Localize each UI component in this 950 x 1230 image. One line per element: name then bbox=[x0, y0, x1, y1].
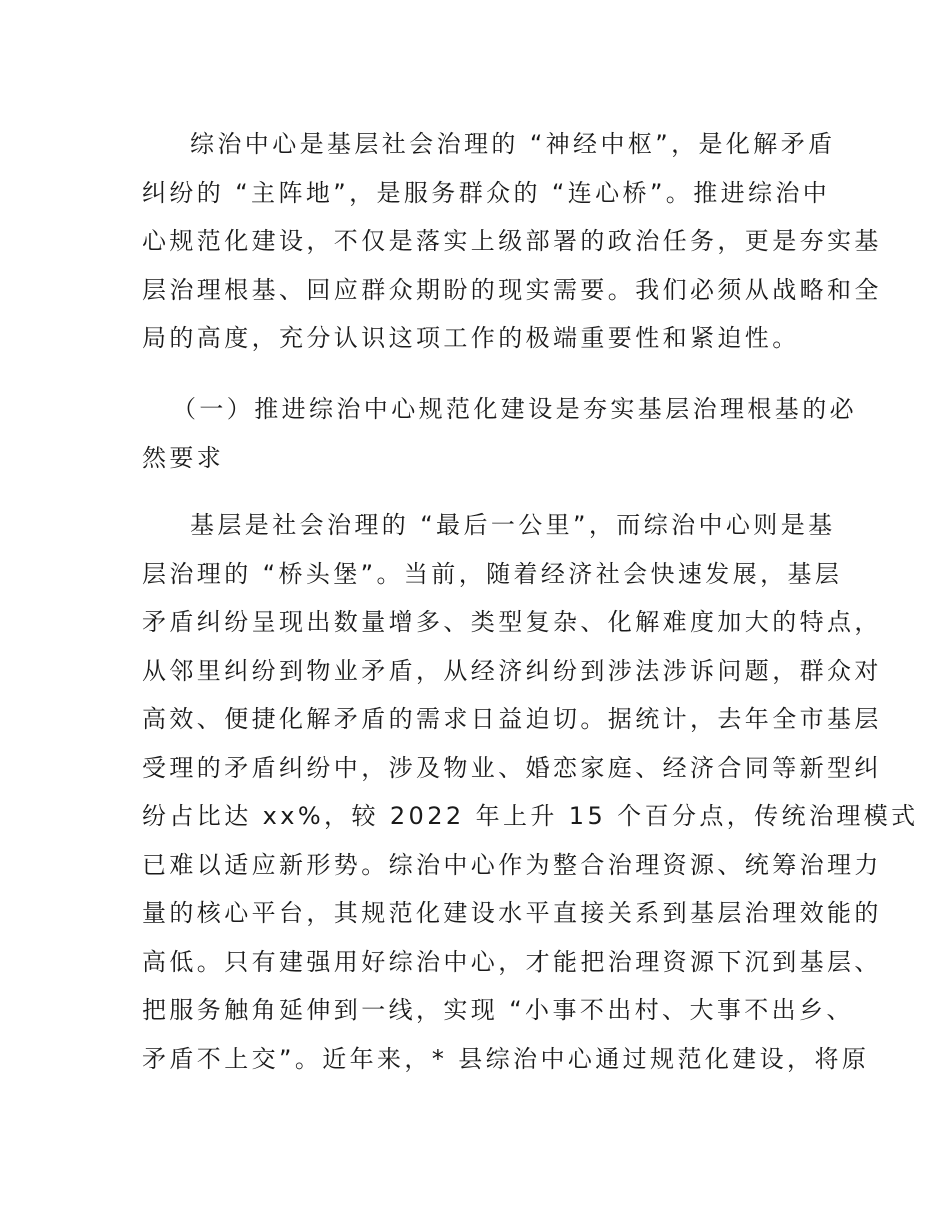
text-line: 心规范化建设，不仅是落实上级部署的政治任务，更是夯实基 bbox=[142, 227, 882, 255]
paragraph-intro bbox=[142, 120, 882, 363]
paragraph-body bbox=[142, 501, 919, 1083]
text-line: 矛盾不上交”。近年来，* 县综治中心通过规范化建设，将原 bbox=[142, 1044, 870, 1073]
text-line: 基层是社会治理的 “最后一公里”，而综治中心则是基 bbox=[190, 511, 836, 539]
text-line: 矛盾纠纷呈现出数量增多、类型复杂、化解难度加大的特点， bbox=[142, 608, 882, 636]
text-line: 把服务触角延伸到一线，实现 “小事不出村、大事不出乡、 bbox=[142, 996, 854, 1024]
heading-line: （一）推进综治中心规范化建设是夯实基层治理根基的必 bbox=[172, 395, 857, 423]
text-line: 量的核心平台，其规范化建设水平直接关系到基层治理效能的 bbox=[142, 899, 882, 927]
section-heading bbox=[142, 385, 857, 482]
heading-line: 然要求 bbox=[142, 443, 225, 472]
text-line: 层治理的 “桥头堡”。当前，随着经济社会快速发展，基层 bbox=[142, 559, 843, 588]
text-line: 纠纷的 “主阵地”，是服务群众的 “连心桥”。推进综治中 bbox=[142, 178, 831, 207]
text-line: 受理的矛盾纠纷中，涉及物业、婚恋家庭、经济合同等新型纠 bbox=[142, 753, 882, 782]
text-line: 局的高度，充分认识这项工作的极端重要性和紧迫性。 bbox=[142, 324, 800, 352]
text-line: 高低。只有建强用好综治中心，才能把治理资源下沉到基层、 bbox=[142, 947, 882, 976]
text-line: 从邻里纠纷到物业矛盾，从经济纠纷到涉法涉诉问题，群众对 bbox=[142, 656, 882, 685]
text-line: 纷占比达 xx%，较 2022 年上升 15 个百分点，传统治理模式 bbox=[142, 802, 919, 830]
text-line: 综治中心是基层社会治理的 “神经中枢”，是化解矛盾 bbox=[190, 130, 836, 158]
text-line: 层治理根基、回应群众期盼的现实需要。我们必须从战略和全 bbox=[142, 275, 882, 304]
text-line: 高效、便捷化解矛盾的需求日益迫切。据统计，去年全市基层 bbox=[142, 705, 882, 733]
text-line: 已难以适应新形势。综治中心作为整合治理资源、统筹治理力 bbox=[142, 850, 882, 879]
